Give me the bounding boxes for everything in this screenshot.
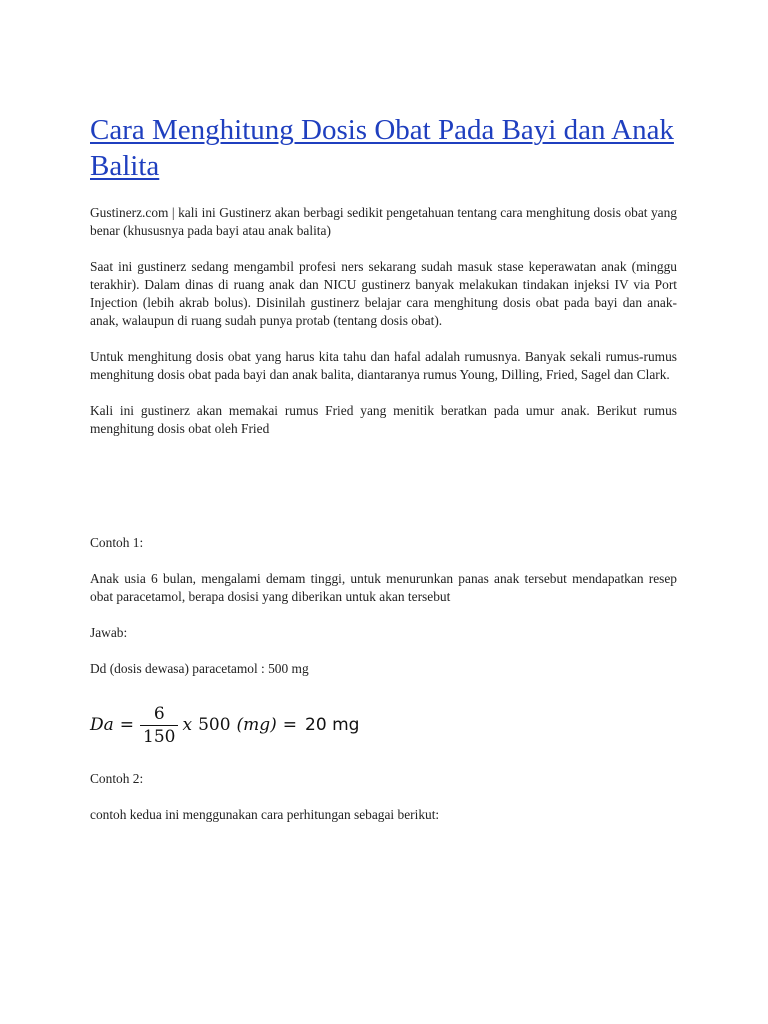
formula-denominator: 150 — [143, 726, 176, 747]
context-paragraph: Saat ini gustinerz sedang mengambil profesi ners sekarang sudah masuk stase keperawatan anak (minggu terakhir). Dalam dinas di ruang anak dan NICU gustinerz banyak melakukan tindakan injeksi IV via Port Injection (lebih akrab bolus). Disinilah gustinerz belajar cara menghitung dosis obat pada bayi dan anak-anak, walaupun di ruang sudah punya protab (tentang dosis obat). — [90, 259, 677, 328]
fried-paragraph: Kali ini gustinerz akan memakai rumus Fried yang menitik beratkan pada umur anak. Berikut rumus menghitung dosis obat oleh Fried — [90, 403, 677, 436]
answer-label: Jawab: — [90, 625, 128, 640]
example1-heading: Contoh 1: — [90, 535, 144, 550]
example2-intro: contoh kedua ini menggunakan cara perhitungan sebagai berikut: — [90, 807, 440, 822]
example1-question: Anak usia 6 bulan, mengalami demam tinggi, untuk menurunkan panas anak tersebut mendapatkan resep obat paracetamol, berapa dosisi yang diberikan untuk akan tersebut — [90, 571, 677, 604]
formula-factor: 500 — [198, 715, 231, 735]
adult-dose-line: Dd (dosis dewasa) paracetamol : 500 mg — [90, 661, 309, 676]
example2-heading: Contoh 2: — [90, 771, 144, 786]
formula-equals: = — [119, 715, 135, 735]
article-title-link[interactable]: Cara Menghitung Dosis Obat Pada Bayi dan Anak Balita — [90, 114, 674, 182]
formulas-paragraph: Untuk menghitung dosis obat yang harus kita tahu dan hafal adalah rumusnya. Banyak sekali rumus-rumus menghitung dosis obat pada bayi dan anak balita, diantaranya rumus Young, Dilling, Fried, Sagel dan Clark. — [90, 349, 677, 382]
formula-result: 20 mg — [305, 715, 360, 735]
formula-equals-2: = — [282, 715, 298, 735]
document-page — [90, 112, 677, 824]
formula-fraction — [140, 703, 178, 748]
dose-formula — [90, 698, 677, 752]
intro-paragraph: Gustinerz.com | kali ini Gustinerz akan berbagi sedikit pengetahuan tentang cara menghitung dosis obat yang benar (khususnya pada bayi atau anak balita) — [90, 205, 677, 238]
formula-unit: (mg) — [236, 715, 277, 735]
formula-numerator: 6 — [153, 703, 165, 724]
blank-figure-area — [90, 438, 677, 516]
formula-times: x — [182, 715, 193, 735]
formula-lhs: Da — [90, 715, 114, 735]
